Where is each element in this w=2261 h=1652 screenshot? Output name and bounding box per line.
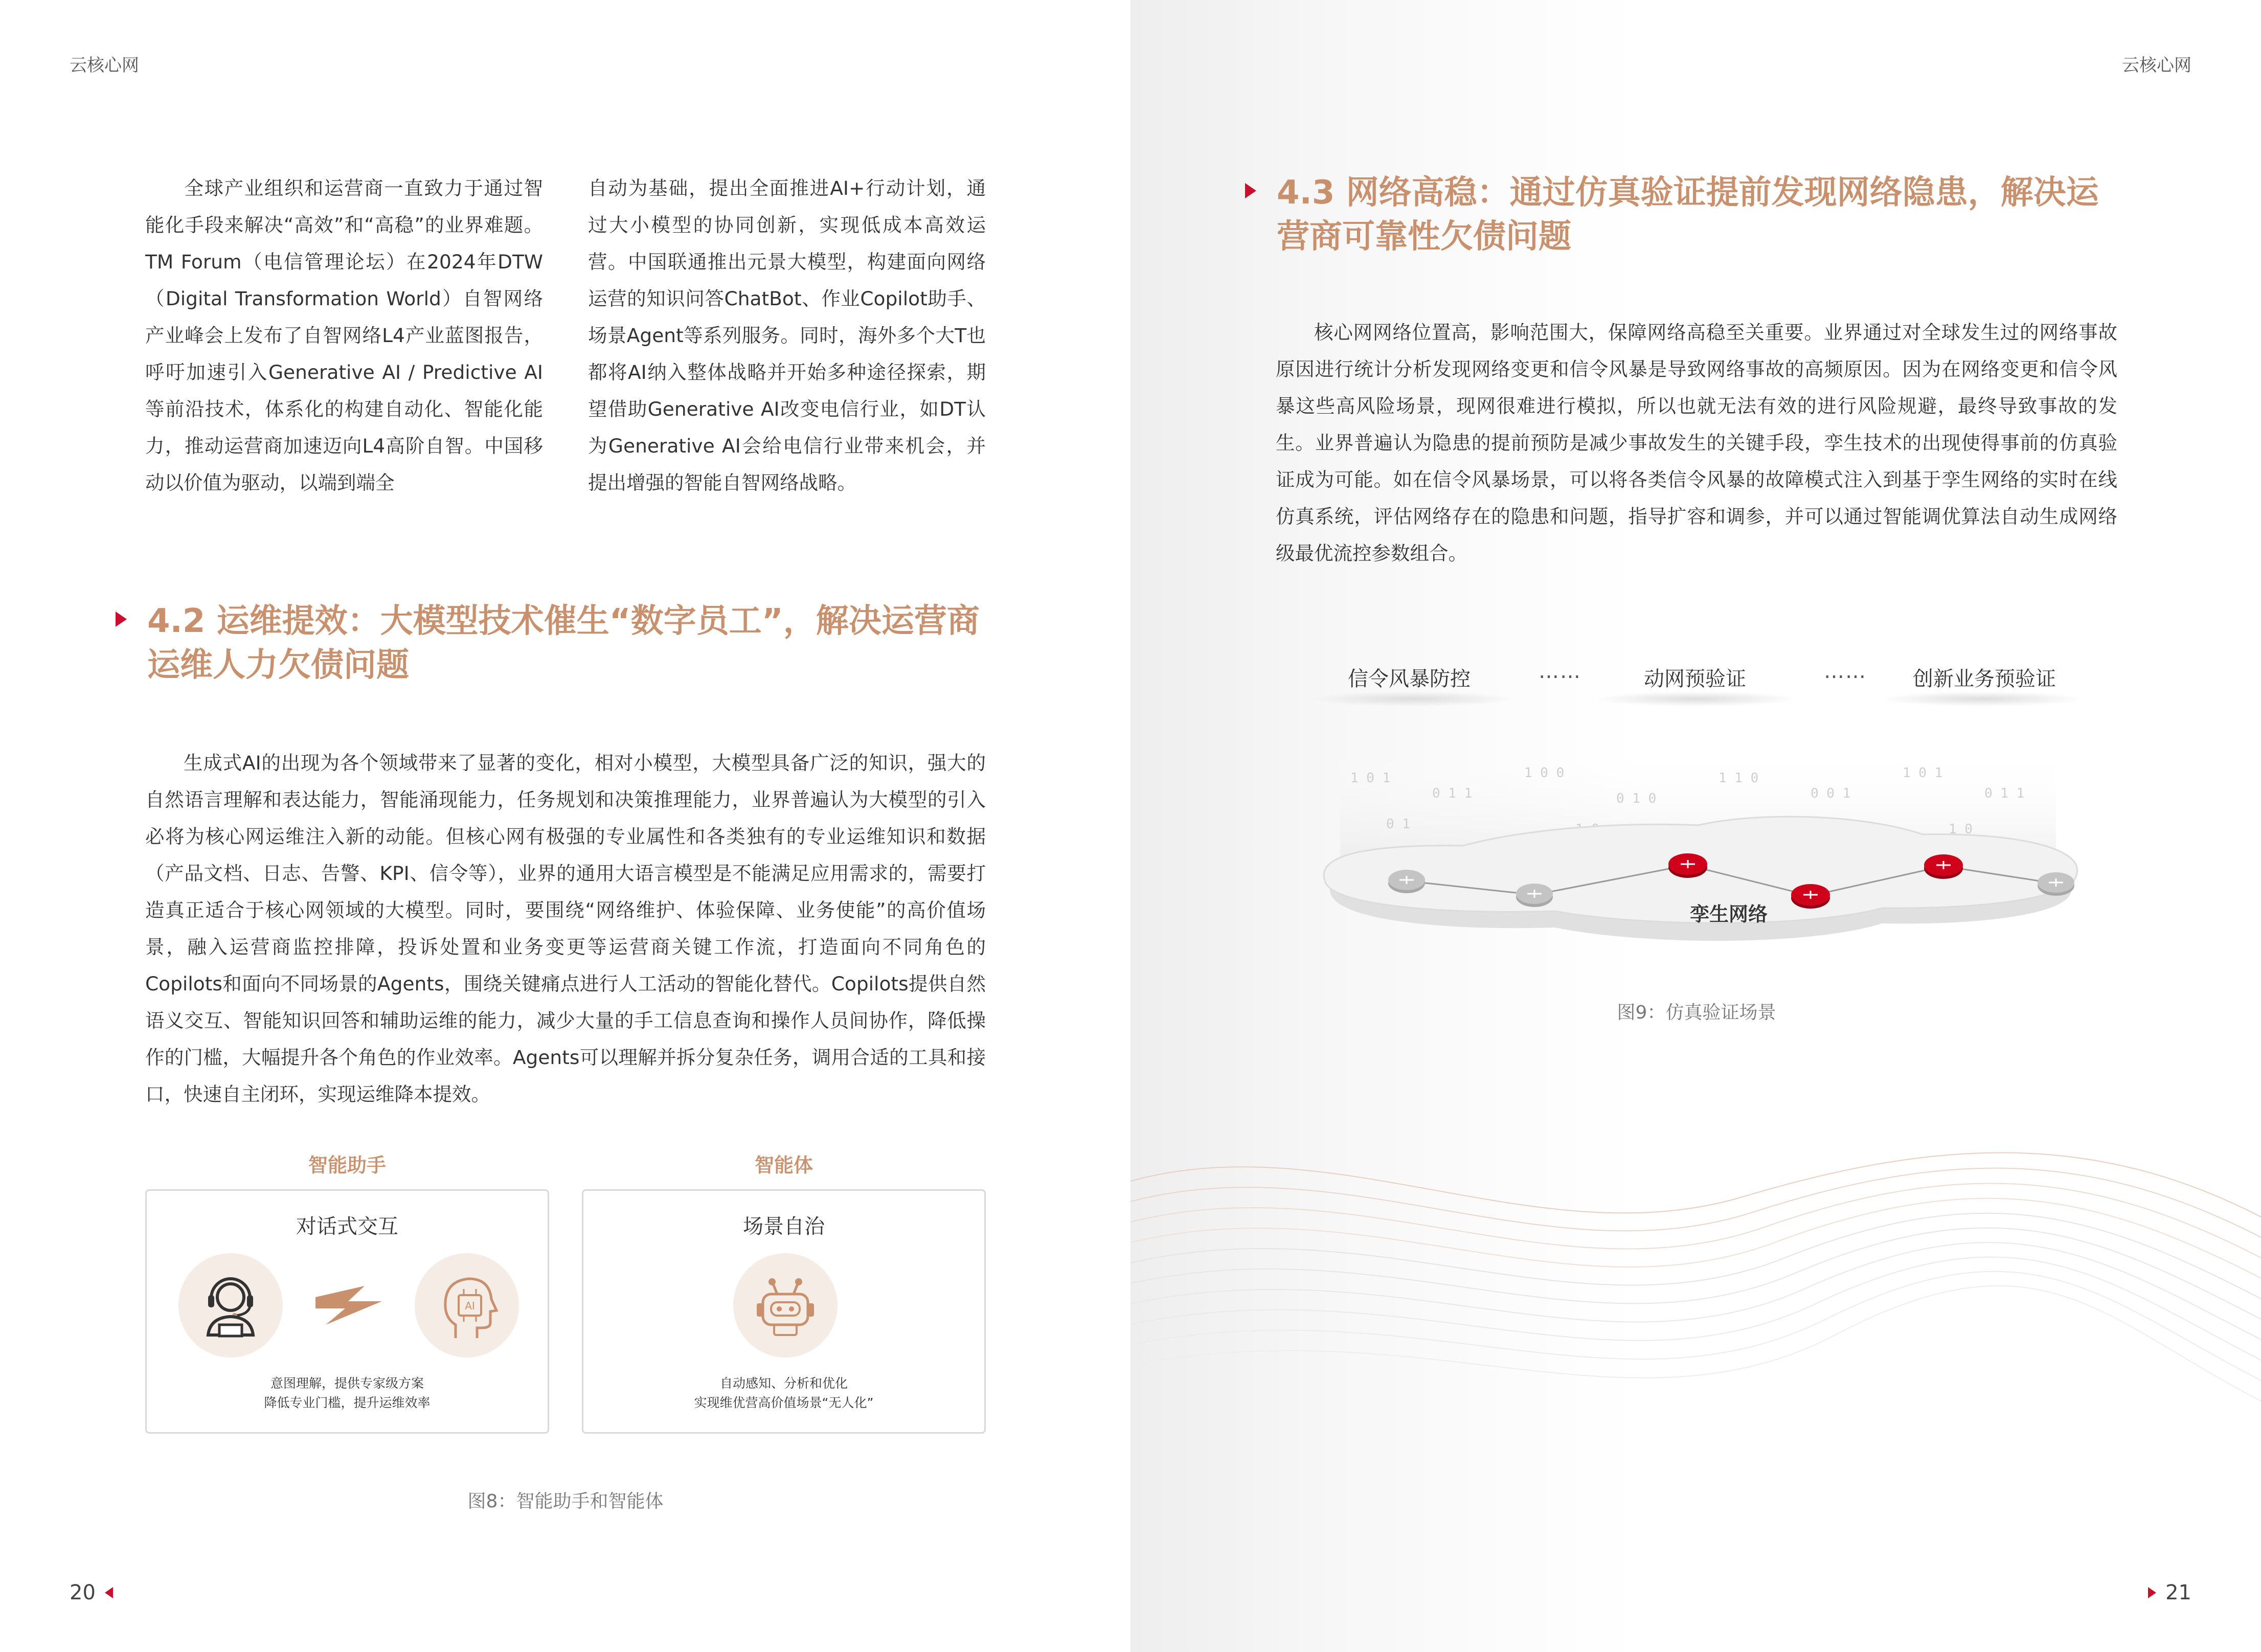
heading-marker-icon xyxy=(1245,183,1256,198)
ellipsis-1: …… xyxy=(1539,660,1581,683)
scenario1-platform xyxy=(1309,691,1514,707)
robot-icon xyxy=(733,1253,838,1357)
section-4-3-heading xyxy=(1245,171,2126,259)
scenario-new-service-preverify: 创新业务预验证 xyxy=(1913,667,2056,691)
card-dialog-description: 意图理解，提供专家级方案 降低专业门槛，提升运维效率 xyxy=(264,1376,431,1410)
card-dialog-interaction xyxy=(145,1189,549,1434)
section-4-2-title: 4.2 运维提效：大模型技术催生“数字员工”，解决运营商运维人力欠债问题 xyxy=(147,602,980,684)
digital-twin-network-diagram xyxy=(1309,721,2097,956)
svg-text:1 0: 1 0 xyxy=(1949,822,1973,837)
headset-agent-icon xyxy=(178,1253,283,1357)
left-page xyxy=(0,0,1130,1652)
card-scenario-description: 自动感知、分析和优化 实现维优营高价值场景“无人化” xyxy=(694,1376,874,1410)
page-number-right: 21 xyxy=(2148,1581,2191,1604)
section-4-3-body: 核心网网络位置高，影响范围大，保障网络高稳至关重要。业界通过对全球发生过的网络事故原因进行统计分析发现网络变更和信令风暴是导致网络事故的高频原因。因为在网络变更和信令风暴这些高风险场景，现网很难进行模拟，所以也就无法有效的进行风险规避，最终导致事故的发生。业界普遍认为隐患的提前预防是减少事故发生的关键手段，孪生技术的出现使得事前的仿真验证成为可能。如在信令风暴场景，可以将各类信令风暴的故障模式注入到基于孪生网络的实时在线仿真系统，评估网络存在的隐患和问题，指导扩容和调参，并可以通过智能调优算法自动生成网络级最优流控参数组合。 xyxy=(1276,321,2117,564)
scenario2-platform xyxy=(1594,691,1798,707)
ellipsis-2: …… xyxy=(1824,660,1867,683)
running-head-left: 云核心网 xyxy=(70,55,139,76)
intro-column-2: 自动为基础，提出全面推进AI+行动计划，通过大小模型的协同创新，实现低成本高效运营。中国联通推出元景大模型，构建面向网络运营的知识问答ChatBot、作业Copilot助手、场景Agent等系列服务。同时，海外多个大T也都将AI纳入整体战略并开始多种途径探索，期望借助Generative AI改变电信行业，如DT认为Generative AI会给电信行业带来机会，并提出增强的智能自智网络战略。 xyxy=(588,177,986,494)
lightning-icon xyxy=(315,1286,382,1325)
heading-marker-icon xyxy=(116,612,127,627)
section-4-2-body: 生成式AI的出现为各个领域带来了显著的变化，相对小模型，大模型具备广泛的知识，强大的自然语言理解和表达能力，智能涌现能力，任务规划和决策推理能力，业界普遍认为大模型的引入必将为核心网运维注入新的动能。但核心网有极强的专业属性和各类独有的专业运维知识和数据（产品文档、日志、告警、KPI、信令等），业界的通用大语言模型是不能满足应用需求的，需要打造真正适合于核心网领域的大模型。同时，要围绕“网络维护、体验保障、业务使能”的高价值场景，融入运营商监控排障，投诉处置和业务变更等运营商关键工作流，打造面向不同角色的Copilots和面向不同场景的Agents，围绕关键痛点进行人工活动的智能化替代。Copilots提供自然语义交互、智能知识回答和辅助运维的能力，减少大量的手工信息查询和操作人员间协作，降低操作的门槛，大幅提升各个角色的作业效率。Agents可以理解并拆分复杂任务，调用合适的工具和接口，快速自主闭环，实现运维降本提效。 xyxy=(145,752,986,1105)
card-scenario-autonomy xyxy=(582,1189,986,1434)
page-marker-icon xyxy=(105,1587,113,1598)
svg-text:AI: AI xyxy=(465,1300,475,1312)
right-page xyxy=(1130,0,2261,1652)
decorative-wave-lines xyxy=(1130,1104,2261,1652)
figure8-caption: 图8：智能助手和智能体 xyxy=(467,1491,664,1512)
svg-text:0 0 1: 0 0 1 xyxy=(1811,786,1851,801)
svg-text:1 1 0: 1 1 0 xyxy=(1719,771,1759,786)
running-head-right: 云核心网 xyxy=(2122,55,2191,76)
svg-text:1 0 1: 1 0 1 xyxy=(1350,771,1391,786)
section-4-3-title: 4.3 网络高稳：通过仿真验证提前发现网络隐患，解决运营商可靠性欠债问题 xyxy=(1277,174,2099,256)
ai-head-icon xyxy=(415,1253,519,1357)
card-dialog-title: 对话式交互 xyxy=(296,1215,398,1238)
scenario-network-preverify: 动网预验证 xyxy=(1644,667,1746,691)
scenario3-platform xyxy=(1880,691,2085,707)
scenario-signaling-storm: 信令风暴防控 xyxy=(1348,667,1471,691)
digital-twin-network-label: 孪生网络 xyxy=(1689,903,1768,925)
figure9-caption: 图9：仿真验证场景 xyxy=(1617,1002,1776,1023)
svg-text:1 0 1: 1 0 1 xyxy=(1903,765,1943,781)
intro-column-1: 全球产业组织和运营商一直致力于通过智能化手段来解决“高效”和“高稳”的业界难题。TM Forum（电信管理论坛）在2024年DTW（Digital Transformation World）自智网络产业峰会上发布了自智网络L4产业蓝图报告，呼吁加速引入Generative AI / Predictive AI等前沿技术，体系化的构建自动化、智能化能力，推动运营商加速迈向L4高阶自智。中国移动以价值为驱动，以端到端全 xyxy=(145,177,543,494)
svg-text:0 1 1: 0 1 1 xyxy=(1432,786,1473,801)
section-4-2-heading xyxy=(116,599,986,687)
svg-text:0 1 0: 0 1 0 xyxy=(1616,791,1657,806)
card-scenario-title: 场景自治 xyxy=(743,1215,825,1238)
svg-text:1 0 0: 1 0 0 xyxy=(1524,765,1565,781)
svg-text:0 1: 0 1 xyxy=(1386,817,1410,832)
page-marker-icon xyxy=(2148,1587,2156,1598)
svg-text:0 1 1: 0 1 1 xyxy=(1984,786,2025,801)
figure8-label-assistant: 智能助手 xyxy=(308,1154,386,1176)
figure8-label-agent: 智能体 xyxy=(754,1154,813,1176)
page-number-left: 20 xyxy=(70,1581,113,1604)
